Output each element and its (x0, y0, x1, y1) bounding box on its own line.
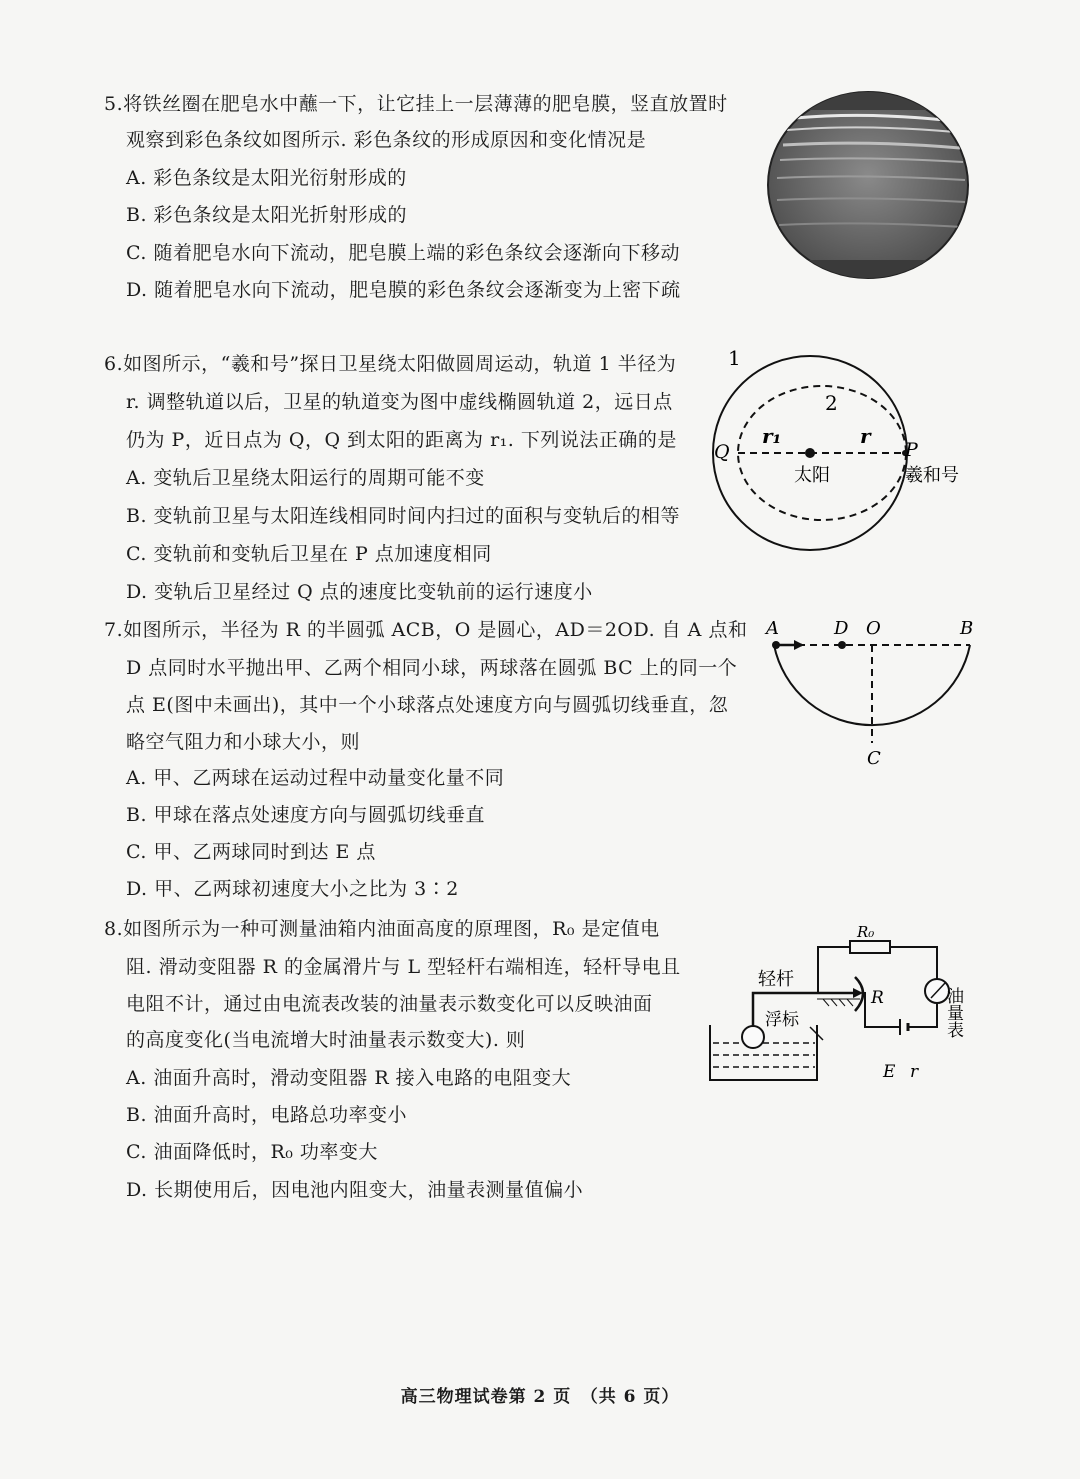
label-rod: 轻杆 (758, 969, 794, 990)
q6-stem-line2: r. 调整轨道以后，卫星的轨道变为图中虚线椭圆轨道 2，远日点 (126, 391, 673, 413)
label-a: A (766, 618, 779, 639)
q7-stem-line2: D 点同时水平抛出甲、乙两个相同小球，两球落在圆弧 BC 上的同一个 (126, 657, 738, 679)
q7-stem-line1: 7.如图所示，半径为 R 的半圆弧 ACB，O 是圆心，AD＝2OD. 自 A 点和 (104, 619, 748, 641)
ball-at-d (838, 641, 846, 649)
label-r: R (871, 988, 884, 1008)
soap-film-photo (765, 90, 971, 284)
q7-stem-line4: 略空气阻力和小球大小，则 (126, 731, 361, 753)
q8-option-c: C. 油面降低时，R₀ 功率变大 (126, 1141, 378, 1163)
q5-option-c: C. 随着肥皂水向下流动，肥皂膜上端的彩色条纹会逐渐向下移动 (126, 242, 680, 264)
float-ball (742, 1026, 764, 1048)
oil-gauge-circuit (705, 915, 980, 1094)
velocity-arrow-head (794, 640, 804, 650)
q8-stem-line1: 8.如图所示为一种可测量油箱内油面高度的原理图，R₀ 是定值电 (104, 918, 660, 940)
semicircle-diagram (762, 612, 982, 776)
q6-option-a: A. 变轨后卫星绕太阳运行的周期可能不变 (126, 467, 485, 489)
page-footer: 高三物理试卷第 2 页 （共 6 页） (400, 1387, 680, 1407)
rod-hatch (823, 999, 853, 1006)
sun-dot (805, 448, 815, 458)
resistor-r0 (850, 941, 890, 953)
label-c: C (867, 748, 881, 769)
oil-surface (713, 1043, 815, 1067)
q6-option-b: B. 变轨前卫星与太阳连线相同时间内扫过的面积与变轨后的相等 (126, 505, 681, 527)
label-p: P (905, 439, 918, 461)
label-r0: R₀ (857, 923, 875, 941)
q6-option-d: D. 变轨后卫星经过 Q 点的速度比变轨前的运行速度小 (126, 581, 593, 603)
label-e: E (883, 1062, 896, 1082)
q6-stem-line3: 仍为 P，近日点为 Q，Q 到太阳的距离为 r₁. 下列说法正确的是 (126, 429, 677, 451)
label-float: 浮标 (765, 1010, 799, 1030)
label-q: Q (714, 441, 730, 463)
label-sun: 太阳 (794, 465, 830, 486)
wire-upper-left (818, 947, 850, 993)
q5-stem-line1: 5.将铁丝圈在肥皂水中蘸一下，让它挂上一层薄薄的肥皂膜，竖直放置时 (104, 93, 728, 115)
label-internal-r: r (910, 1062, 919, 1082)
label-oil-meter: 油量表 (943, 987, 963, 1038)
label-b: B (960, 618, 974, 639)
wire-lower-right (908, 1003, 937, 1027)
q6-option-c: C. 变轨前和变轨后卫星在 P 点加速度相同 (126, 543, 492, 565)
q5-option-a: A. 彩色条纹是太阳光衍射形成的 (126, 167, 407, 189)
label-r1: r₁ (762, 424, 782, 448)
label-orbit-2: 2 (825, 391, 838, 415)
q7-option-d: D. 甲、乙两球初速度大小之比为 3∶2 (126, 878, 459, 900)
label-orbit-1: 1 (728, 350, 741, 370)
label-d: D (834, 618, 849, 639)
q8-stem-line3: 电阻不计，通过由电流表改装的油量表示数变化可以反映油面 (126, 993, 653, 1015)
q8-option-d: D. 长期使用后，因电池内阻变大，油量表测量值偏小 (126, 1179, 584, 1201)
label-o: O (866, 618, 881, 639)
q7-stem-line3: 点 E(图中未画出)，其中一个小球落点处速度方向与圆弧切线垂直，忽 (126, 694, 729, 716)
orbit-diagram (700, 350, 980, 559)
q7-option-b: B. 甲球在落点处速度方向与圆弧切线垂直 (126, 804, 486, 826)
label-r: r (860, 424, 871, 448)
label-satellite: 羲和号 (905, 465, 959, 486)
q7-option-c: C. 甲、乙两球同时到达 E 点 (126, 841, 376, 863)
wire-upper-right (890, 947, 937, 979)
q5-option-d: D. 随着肥皂水向下流动，肥皂膜的彩色条纹会逐渐变为上密下疏 (126, 279, 681, 301)
ball-at-a (772, 641, 780, 649)
q8-option-a: A. 油面升高时，滑动变阻器 R 接入电路的电阻变大 (126, 1067, 572, 1089)
q8-stem-line2: 阻. 滑动变阻器 R 的金属滑片与 L 型轻杆右端相连，轻杆导电且 (126, 956, 681, 978)
q8-option-b: B. 油面升高时，电路总功率变小 (126, 1104, 408, 1126)
q5-option-b: B. 彩色条纹是太阳光折射形成的 (126, 204, 408, 226)
q5-stem-line2: 观察到彩色条纹如图所示. 彩色条纹的形成原因和变化情况是 (126, 129, 647, 151)
q6-stem-line1: 6.如图所示，“羲和号”探日卫星绕太阳做圆周运动，轨道 1 半径为 (104, 353, 677, 375)
q7-option-a: A. 甲、乙两球在运动过程中动量变化量不同 (126, 767, 505, 789)
q8-stem-line4: 的高度变化(当电流增大时油量表示数变大). 则 (126, 1029, 526, 1051)
